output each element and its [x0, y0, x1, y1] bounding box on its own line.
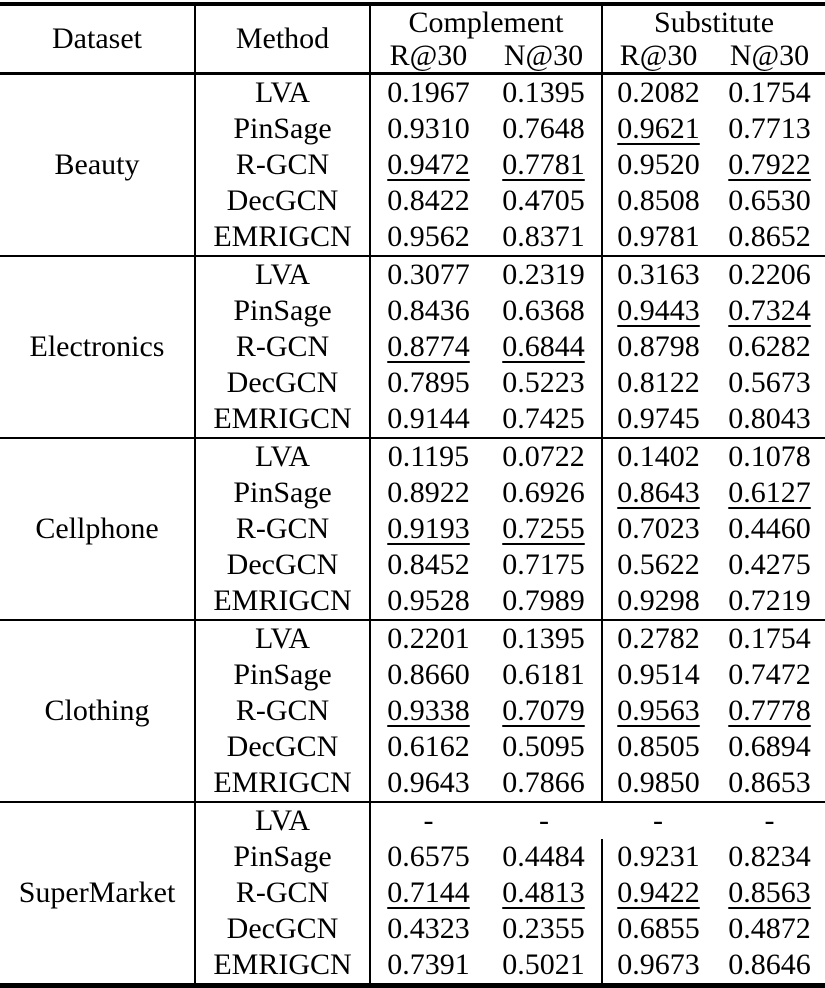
metric-cell: 0.8774 [387, 330, 470, 363]
metric-cell: 0.1395 [486, 74, 602, 112]
metric-cell: 0.9144 [387, 402, 470, 435]
method-cell: PinSage [195, 293, 370, 329]
metric-cell: 0.8563 [728, 876, 811, 909]
metric-cell: 0.9298 [617, 584, 700, 617]
dataset-cell: Clothing [0, 620, 195, 802]
method-cell: PinSage [195, 657, 370, 693]
metric-cell: 0.4872 [728, 912, 811, 945]
metric-cell: 0.7324 [728, 294, 811, 327]
metric-cell: 0.9745 [617, 402, 700, 435]
method-cell: LVA [195, 438, 370, 475]
method-cell: DecGCN [195, 729, 370, 765]
metric-cell: 0.4813 [486, 875, 602, 911]
method-cell: EMRIGCN [195, 219, 370, 256]
metric-cell: 0.7255 [486, 511, 602, 547]
metric-cell: 0.8505 [617, 730, 700, 763]
metric-cell: - [539, 804, 549, 837]
metric-cell: 0.2782 [617, 622, 700, 655]
metric-cell: 0.8234 [728, 840, 811, 873]
dataset-cell: Electronics [0, 256, 195, 438]
metric-cell: 0.6844 [486, 329, 602, 365]
table-row [0, 802, 825, 839]
method-cell: DecGCN [195, 365, 370, 401]
metric-cell: 0.9643 [387, 766, 470, 799]
metric-cell: 0.9673 [617, 948, 700, 981]
metric-cell: 0.8646 [728, 948, 811, 981]
metric-cell: 0.6530 [728, 184, 811, 217]
metric-cell: 0.9850 [617, 766, 700, 799]
metric-cell: 0.9562 [387, 220, 470, 253]
metric-cell: 0.4484 [486, 839, 602, 875]
method-cell: EMRIGCN [195, 765, 370, 802]
metric-cell: 0.6282 [728, 330, 811, 363]
metric-cell: 0.8653 [728, 766, 811, 799]
metric-cell: 0.8798 [617, 330, 700, 363]
metric-cell: 0.7922 [728, 148, 811, 181]
method-cell: LVA [195, 620, 370, 657]
method-cell: DecGCN [195, 911, 370, 947]
metric-cell: 0.1754 [728, 622, 811, 655]
metric-cell: 0.7866 [486, 765, 602, 802]
header-complement-n30: N@30 [486, 40, 602, 74]
metric-cell: 0.9231 [617, 840, 700, 873]
metric-cell: 0.9443 [617, 294, 700, 327]
dataset-cell: Cellphone [0, 438, 195, 620]
metric-cell: 0.7472 [728, 658, 811, 691]
metric-cell: 0.7781 [486, 147, 602, 183]
metric-cell: 0.8922 [387, 476, 470, 509]
dataset-cell: SuperMarket [0, 802, 195, 986]
metric-cell: 0.4705 [486, 183, 602, 219]
metric-cell: 0.3077 [387, 258, 470, 291]
metric-cell: 0.7989 [486, 583, 602, 620]
dataset-group [0, 438, 825, 620]
method-cell: R-GCN [195, 147, 370, 183]
header-method: Method [195, 4, 370, 74]
metric-cell: 0.6162 [387, 730, 470, 763]
metric-cell: 0.2319 [486, 256, 602, 293]
table-row [0, 438, 825, 475]
metric-cell: 0.9338 [387, 694, 470, 727]
method-cell: PinSage [195, 475, 370, 511]
metric-cell: 0.8043 [728, 402, 811, 435]
header-substitute-n30: N@30 [729, 40, 810, 72]
dataset-group [0, 256, 825, 438]
metric-cell: 0.6894 [728, 730, 811, 763]
header-substitute-r30: R@30 [619, 40, 698, 72]
dataset-group [0, 802, 825, 986]
metric-cell: 0.4275 [728, 548, 811, 581]
metric-cell: 0.9193 [387, 512, 470, 545]
metric-cell: 0.9310 [387, 112, 470, 145]
header-dataset: Dataset [0, 4, 195, 74]
method-cell: EMRIGCN [195, 947, 370, 986]
table-header [0, 4, 825, 74]
metric-cell: - [653, 804, 664, 837]
metric-cell: 0.7144 [387, 876, 470, 909]
dataset-group [0, 620, 825, 802]
results-table [0, 2, 825, 988]
metric-cell: 0.9781 [617, 220, 700, 253]
metric-cell: 0.8508 [617, 184, 700, 217]
metric-cell: 0.9514 [617, 658, 700, 691]
metric-cell: 0.8452 [387, 548, 470, 581]
header-complement: Complement [370, 4, 602, 40]
method-cell: R-GCN [195, 329, 370, 365]
metric-cell: 0.1754 [728, 76, 811, 109]
metric-cell: 0.3163 [617, 258, 700, 291]
metric-cell: 0.2206 [728, 258, 811, 291]
metric-cell: 0.7778 [728, 694, 811, 727]
metric-cell: 0.6127 [728, 476, 811, 509]
metric-cell: 0.7219 [728, 584, 811, 617]
table-row [0, 74, 825, 112]
metric-cell: - [423, 804, 434, 837]
method-cell: EMRIGCN [195, 583, 370, 620]
metric-cell: 0.8422 [387, 184, 470, 217]
metric-cell: 0.9621 [617, 112, 700, 145]
metric-cell: 0.2082 [617, 76, 700, 109]
metric-cell: 0.2201 [387, 622, 470, 655]
metric-cell: 0.6575 [387, 840, 470, 873]
method-cell: PinSage [195, 839, 370, 875]
metric-cell: 0.1078 [728, 440, 811, 473]
paper-page [0, 2, 825, 983]
method-cell: R-GCN [195, 511, 370, 547]
metric-cell: 0.9472 [387, 148, 470, 181]
metric-cell: 0.6926 [486, 475, 602, 511]
metric-cell: 0.9528 [387, 584, 470, 617]
metric-cell: 0.7391 [387, 948, 470, 981]
metric-cell: 0.7175 [486, 547, 602, 583]
metric-cell: 0.7648 [486, 111, 602, 147]
metric-cell: 0.5021 [486, 947, 602, 986]
metric-cell: 0.7425 [486, 401, 602, 438]
metric-cell: 0.7079 [486, 693, 602, 729]
metric-cell: 0.4460 [728, 512, 811, 545]
metric-cell: 0.7713 [728, 112, 811, 145]
header-complement-r30: R@30 [389, 40, 468, 72]
metric-cell: 0.1395 [486, 620, 602, 657]
metric-cell: 0.2355 [486, 911, 602, 947]
method-cell: LVA [195, 802, 370, 839]
header-substitute: Substitute [654, 6, 775, 39]
method-cell: R-GCN [195, 693, 370, 729]
metric-cell: 0.8643 [617, 476, 700, 509]
method-cell: PinSage [195, 111, 370, 147]
metric-cell: 0.6368 [486, 293, 602, 329]
method-cell: DecGCN [195, 547, 370, 583]
method-cell: LVA [195, 256, 370, 293]
header-row-groups [0, 4, 825, 40]
table-row [0, 256, 825, 293]
metric-cell: 0.8122 [617, 366, 700, 399]
metric-cell: 0.5622 [617, 548, 700, 581]
metric-cell: 0.5095 [486, 729, 602, 765]
dataset-cell: Beauty [0, 74, 195, 257]
metric-cell: - [764, 804, 775, 837]
metric-cell: 0.7895 [387, 366, 470, 399]
method-cell: LVA [195, 74, 370, 112]
metric-cell: 0.9520 [617, 148, 700, 181]
metric-cell: 0.7023 [617, 512, 700, 545]
method-cell: R-GCN [195, 875, 370, 911]
metric-cell: 0.1967 [387, 76, 470, 109]
method-cell: DecGCN [195, 183, 370, 219]
metric-cell: 0.5223 [486, 365, 602, 401]
metric-cell: 0.9422 [617, 876, 700, 909]
metric-cell: 0.4323 [387, 912, 470, 945]
metric-cell: 0.1195 [387, 440, 470, 473]
method-cell: EMRIGCN [195, 401, 370, 438]
metric-cell: 0.8652 [728, 220, 811, 253]
metric-cell: 0.1402 [617, 440, 700, 473]
metric-cell: 0.5673 [728, 366, 811, 399]
metric-cell: 0.8436 [387, 294, 470, 327]
metric-cell: 0.6181 [486, 657, 602, 693]
metric-cell: 0.8660 [387, 658, 470, 691]
metric-cell: 0.6855 [617, 912, 700, 945]
dataset-group [0, 74, 825, 257]
metric-cell: 0.9563 [617, 694, 700, 727]
metric-cell: 0.8371 [486, 219, 602, 256]
table-row [0, 620, 825, 657]
metric-cell: 0.0722 [486, 438, 602, 475]
